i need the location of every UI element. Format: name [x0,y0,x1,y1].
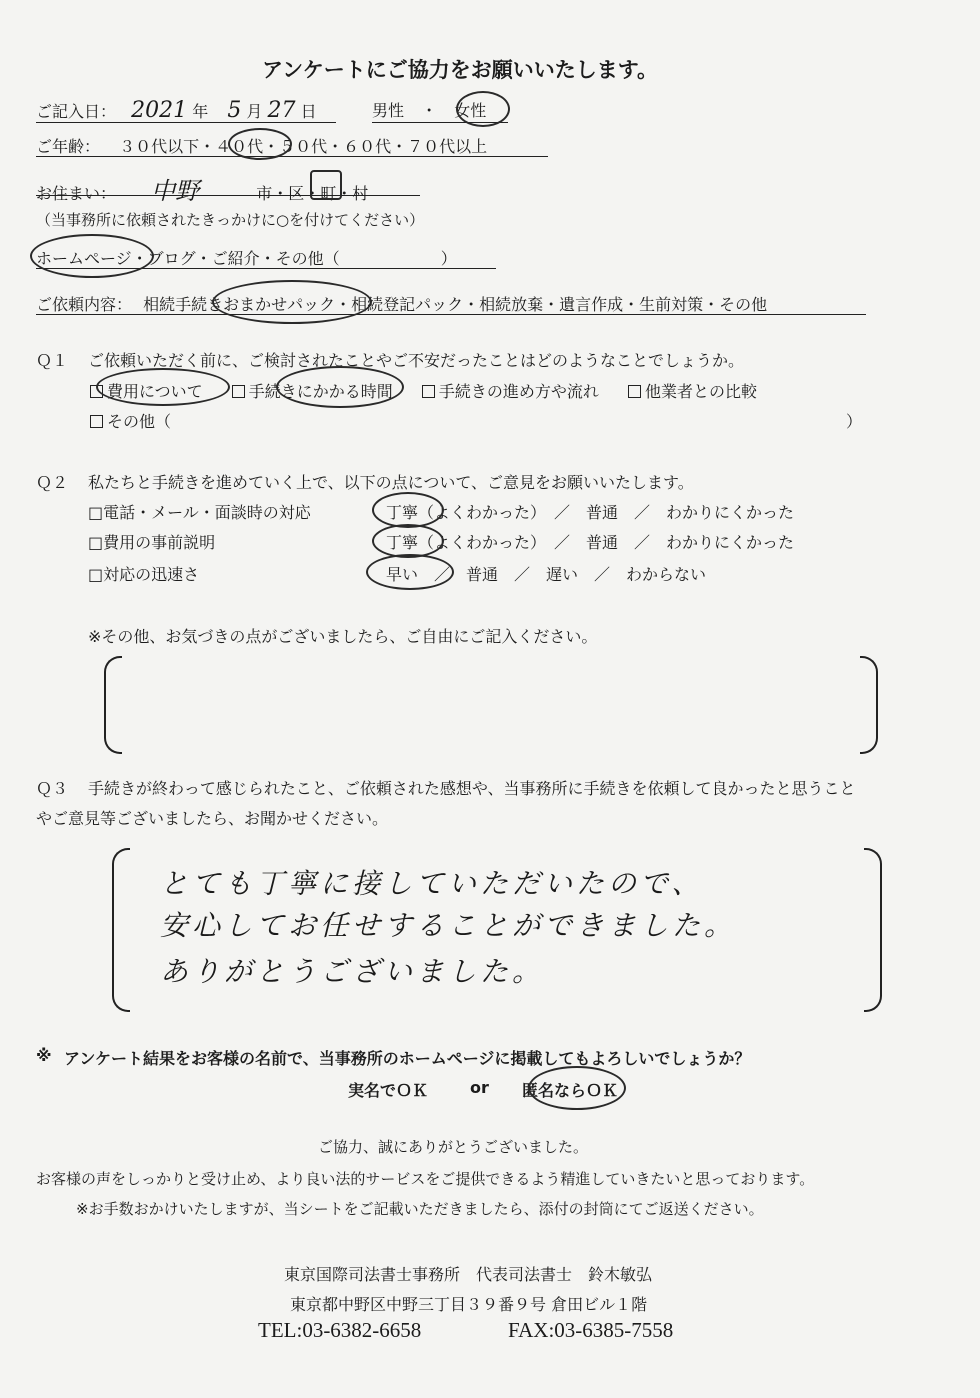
date-year-suffix: 年 [192,102,209,121]
q1-option-cost: 費用について [107,382,203,401]
q2-comment-bracket-right [860,656,878,754]
q1-checkbox-process [422,385,435,398]
age-options: ３０代以下・４０代・５０代・６０代・７０代以上 [119,137,488,156]
gender-male: 男性 [372,101,405,120]
q2-question: 私たちと手続きを進めていく上で、以下の点について、ご意見をお願いいたします。 [88,473,694,492]
gender-female-circle [456,91,510,127]
office-address: 東京都中野区中野三丁目３９番９号 倉田ビル１階 [290,1295,648,1314]
q3-number: Ｑ３ [36,779,69,798]
office-name: 東京国際司法書士事務所 代表司法書士 鈴木敏弘 [284,1265,653,1284]
date-month: 5 [227,98,242,123]
request-label: ご依頼内容： [36,295,133,314]
q1-option-process: 手続きの進め方や流れ [438,382,599,401]
q3-answer-bracket-right [864,848,882,1012]
request-row [36,292,866,315]
residence-label: お住まい： [36,184,117,203]
publish-anonymous-option: 匿名ならＯＫ [522,1081,619,1100]
q2-row2-polite-circle [372,524,444,558]
q3-question-line1: 手続きが終わって感じられたこと、ご依頼された感想や、当事務所に手続きを依頼して良かったと思うこと [88,779,856,798]
request-options: 相続手続きおまかせパック・相続登記パック・相続放棄・遺言作成・生前対策・その他 [143,295,768,314]
q3-answer-line1: とても丁寧に接していただいたので、 [160,867,704,900]
date-label: ご記入日： [36,102,117,121]
q2-number: Ｑ２ [36,473,69,492]
age-40s-circle [228,128,292,160]
q2-row1-label: □電話・メール・面談時の対応 [88,503,311,522]
q2-row2-label: □費用の事前説明 [88,533,216,552]
q2-note: ※その他、お気づきの点がございましたら、ご自由にご記入ください。 [88,627,598,646]
q2-row3-label: □対応の迅速さ [88,565,200,584]
residence-ward-circle [310,170,342,200]
referral-homepage-circle [30,234,154,278]
q3-answer-line2: 安心してお任せすることができました。 [160,909,737,942]
publish-anonymous-circle [528,1066,626,1110]
q1-time-circle [276,366,404,408]
q1-cost-circle [96,368,230,406]
referral-note: （当事務所に依頼されたきっかけに○を付けてください） [36,211,425,229]
page-title: アンケートにご協力をお願いいたします。 [262,58,659,82]
closing-thanks: ご協力、誠にありがとうございました。 [318,1138,589,1156]
date-day-suffix: 日 [300,102,317,121]
q1-checkbox-time [232,385,245,398]
q2-comment-bracket-left [104,656,122,754]
publish-or: or [470,1078,489,1097]
q2-row3-fast-circle [366,554,454,590]
age-label: ご年齢： [36,137,101,156]
request-package-circle [212,280,372,324]
residence-row [36,171,420,205]
gender-female: 女性 [454,101,487,120]
office-fax: FAX:03-6385-7558 [508,1318,674,1342]
publish-real-name-option: 実名でＯＫ [348,1081,429,1100]
q1-options-row2 [90,409,171,432]
closing-return-note: ※お手数おかけいたしますが、当シートをご記載いただきましたら、添付の封筒にてご返送ください。 [76,1200,764,1218]
closing-message: お客様の声をしっかりと受け止め、より良い法的サービスをご提供できるよう精進していきたいと思っております。 [36,1170,815,1188]
date-day: 27 [267,98,296,123]
q1-question: ご依頼いただく前に、ご検討されたことやご不安だったことはどのようなことでしょうか。 [88,351,745,370]
q3-answer-bracket-left [112,848,130,1012]
gender-separator: ・ [421,101,438,120]
q1-number: Ｑ１ [36,351,69,370]
q2-row1-polite-circle [372,492,444,528]
q3-question-line2: やご意見等ございましたら、お聞かせください。 [36,809,389,828]
referral-close: ） [440,249,457,268]
q1-option-compare: 他業者との比較 [645,382,758,401]
date-row [36,98,336,123]
date-month-suffix: 月 [246,102,263,121]
age-row [36,134,548,157]
q1-checkbox-other [90,415,103,428]
q2-row3-options: 早い ／ 普通 ／ 遅い ／ わからない [386,565,707,584]
referral-options: ホームページ・ブログ・ご紹介・その他（ [36,249,340,268]
q2-row2-options: 丁寧（よくわかった） ／ 普通 ／ わかりにくかった [386,533,795,552]
residence-options: 市・区・町・村 [256,184,369,203]
publish-question: アンケート結果をお客様の名前で、当事務所のホームページに掲載してもよろしいでしょうか？ [64,1049,751,1068]
q1-option-time: 手続きにかかる時間 [248,382,393,401]
residence-value: 中野 [151,177,200,205]
date-year: 2021 [131,98,188,123]
q1-checkbox-compare [628,385,641,398]
q1-option-other: その他（ [107,412,172,431]
q3-answer-line3: ありがとうございました。 [160,955,545,988]
office-tel: TEL:03-6382-6658 [258,1318,422,1342]
q1-other-close: ） [846,412,863,431]
q2-row1-options: 丁寧（よくわかった） ／ 普通 ／ わかりにくかった [386,503,795,522]
publish-mark: ※ [36,1046,52,1065]
